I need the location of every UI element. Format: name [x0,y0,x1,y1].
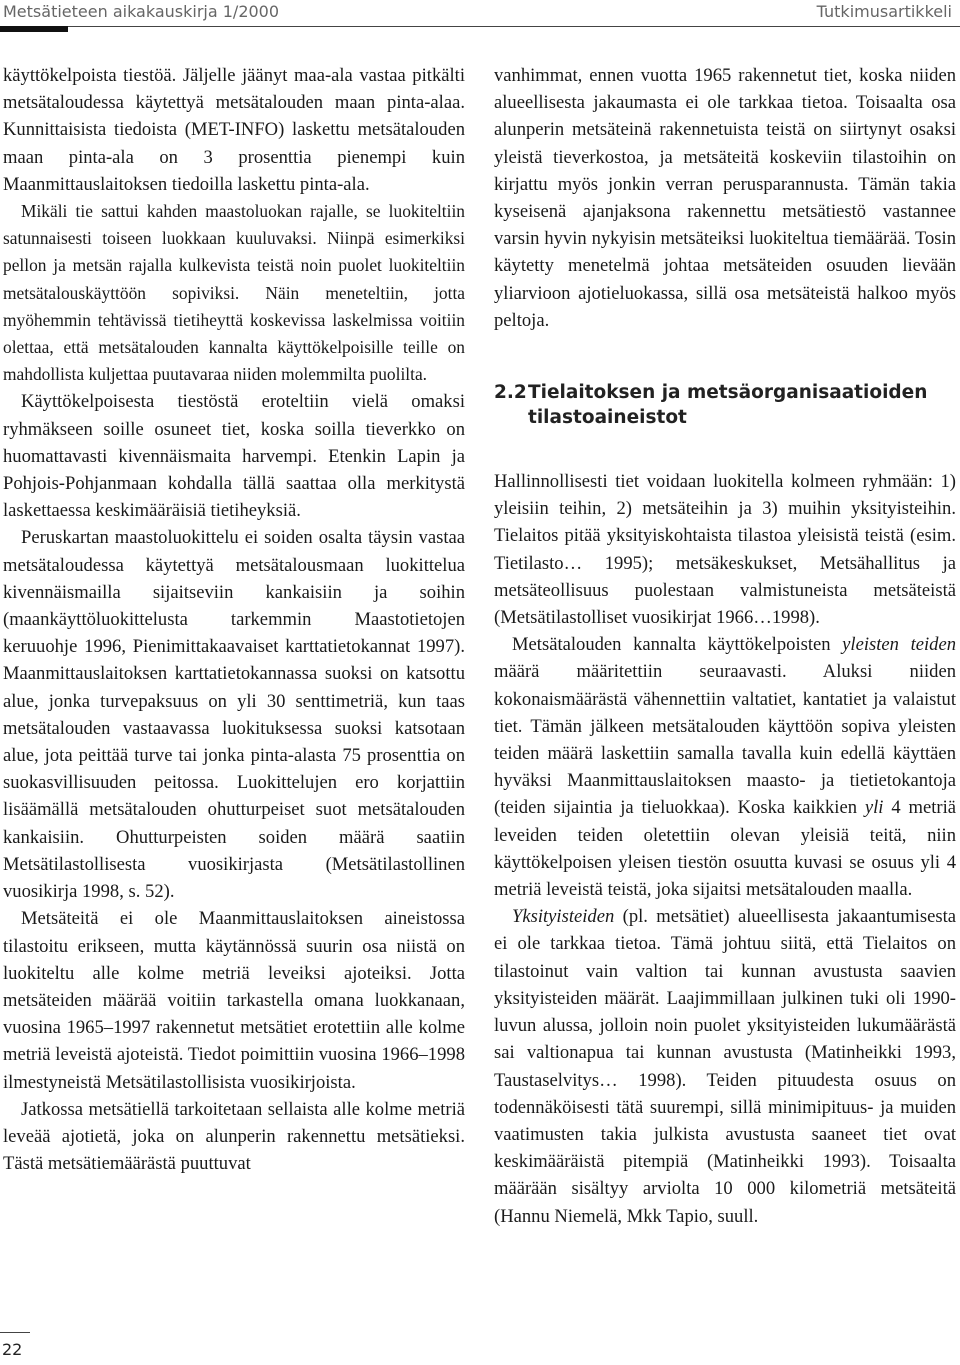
emphasis: yli [864,797,884,819]
right-column [494,62,956,1230]
emphasis: Yksityisteiden [512,906,615,928]
text-run: määrä määritettiin seuraavasti. Aluksi niiden kokonaismäärästä vähennettiin valtatiet, kantatiet ja valaistut tiet. Tämän jälkeen metsätalouden käyttöön sopiva yleisten teiden määrä laskettiin samalla tavalla kuin edellä käyttäen hyväksi Maanmittauslaitoksen maasto- ja tietietokantoja (teiden sijaintia ja tieluokkaa). Koska kaikkien [494,661,956,819]
text-run: (pl. metsätiet) alueellisesta jakaantumisesta ei ole tarkkaa tietoa. Tämä johtuu siitä, että Tielaitos on tilastoinut vain valtion tai kunnan avustusta saavien yksityisteiden määrät. Laajimmillaan julkinen tuki oli 1990-luvun alussa, jolloin noin puolet yksityisteiden lukumäärästä sai valtionapua tai kunnan avustusta (Matinheikki 1993, Taustaselvitys… 1998). Teiden pituudesta osuus on todennäköisesti tätä suurempi, sillä minimipituus- ja muiden vaatimusten takia julkista avustusta saaneet tiet ovat keskimääräistä pitempiä (Matinheikki 1993). Toisaalta määrään sisältyy arviolta 10 000 kilometriä metsäteitä (Hannu Niemelä, Mkk Tapio, suull. [494,906,956,1227]
paragraph [494,903,956,1229]
page-number-rule [0,1332,30,1333]
text-run: 4 metriä leveiden teiden oletettiin olevan yleisiä teitä, niin käyttökelpoisen yleisen tiestön osuutta kuvasi se osuus yli 4 metriä leveistä teistä, joka sijaitsi metsätalouden maalla. [494,797,956,901]
paragraph: vanhimmat, ennen vuotta 1965 rakennetut tiet, koska niiden alueellisesta jakaumasta ei ole tarkkaa tietoa. Toisaalta osa alunperin metsäteinä rakennetuista teistä on siirtynyt osaksi yleistä tieverkostoa, ja metsäteitä koskeviin tilastoihin on kirjattu myös jonkin verran perusparannusta. Tämän takia kyseisenä ajanjaksona rakennettu metsätiestö vastannee varsin hyvin nykyisin metsäteiksi luokiteltua tiemäärää. Tosin käytetty menetelmä johtaa metsäteiden osuuden lievään yliarvioon ajotieluokassa, sillä osa metsäteistä halkoo myös peltoja. [494,65,956,331]
paragraph [494,631,956,903]
text-run: Metsätalouden kannalta käyttökelpoisten [512,634,843,656]
paragraph: Hallinnollisesti tiet voidaan luokitella kolmeen ryhmään: 1) yleisiin teihin, 2) metsäteihin ja 3) muihin yksityisteihin. Tielaitos pitää yksityiskohtaista tilastoa yleisistä teistä (esim. Tietilasto… 1995); metsäkeskukset, Metsähallitus ja metsäteollisuus puolestaan valmistuneista metsäteistä (Metsätilastolliset vuosikirjat 1966…1998). [494,471,956,629]
paragraph: Jatkossa metsätiellä tarkoitetaan sellaista alle kolme metriä leveää ajotietä, joka on alunperin rakennettu metsätieksi. Tästä metsätiemäärästä puuttuvat [3,1098,465,1175]
paragraph: Mikäli tie sattui kahden maastoluokan rajalle, se luokiteltiin satunnaisesti toiseen luokkaan kuuluvaksi. Niinpä esimerkiksi pellon ja metsän rajalla kulkevista teistä noin puolet luokiteltiin metsätalouskäyttöön sopiviksi. Näin meneteltiin, jotta myöhemmin tehtävissä tietiheyttä koskevissa laskelmissa voitiin olettaa, että metsätalouden kannalta käyttökelpoisille teille on mahdollista kuljettaa puutavaraa niiden molemmilta puolilta. [3,201,465,385]
article-category: Tutkimusartikkeli [816,2,952,21]
journal-title: Metsätieteen aikakauskirja 1/2000 [3,2,280,21]
page-number: 22 [2,1340,23,1359]
header-rule [0,26,960,27]
paragraph: käyttökelpoista tiestöä. Jäljelle jäänyt maa-ala vastaa pitkälti metsätaloudessa käytettyä metsätalouden maan pinta-alaa. Kunnittaisista tiedoista (MET-INFO) laskettu metsätalouden maan pinta-ala on 3 prosenttia pienempi kuin Maanmittauslaitoksen tiedoilla laskettu pinta-ala. [3,65,465,195]
paragraph: Käyttökelpoisesta tiestöstä eroteltiin vielä omaksi ryhmäkseen soille osuneet tiet, koska soilla tieverkko on huomattavasti kivennäismaita harvempi. Etenkin Lapin ja Pohjois-Pohjanmaan kohdalla tällä saattaa olla merkitystä laskettaessa keskimääräisiä tietiheyksiä. [3,391,465,522]
paragraph: Peruskartan maastoluokittelu ei soiden osalta täysin vastaa metsätaloudessa käytettyä metsätalousmaan luokittelua kivennäismailla sijaitseviin kankaisiin ja soihin (maankäyttöluokittelusta tarkemmin Maastotietojen keruuohje 1996, Pienimittakaavaiset karttatietokannat 1997). Maanmittauslaitoksen karttatietokannassa suoksi on katsottu alue, jonka turvepaksuus on yli 30 senttimetriä, kun taas metsätalouden vastaavassa luokituksessa suoksi katsotaan alue, jota peittää turve tai jonka pinta-alasta 75 prosenttia on suokasvillisuuden peitossa. Luokittelujen ero korjattiin lisäämällä metsätalouden ohutturpeiset suot metsätalouden kankaisiin. Ohutturpeisten soiden määrä saatiin Metsätilastollisesta vuosikirjasta (Metsätilastollinen vuosikirja 1998, s. 52). [3,527,465,903]
page-header [0,0,960,34]
emphasis: yleisten teiden [842,634,956,656]
section-heading [494,380,956,430]
section-number: 2.2 [494,382,527,404]
section-title: Tielaitoksen ja metsäorganisaatioiden tilastoaineistot [528,382,928,429]
paragraph: Metsäteitä ei ole Maanmittauslaitoksen aineistossa tilastoitu erikseen, mutta käytännössä suurin osa niistä on luokiteltu alle kolme metriä leveiksi ajoteiksi. Jotta metsäteiden määrää voitiin tarkastella omana luokkanaan, vuosina 1965–1997 rakennetut metsätiet erotettiin alle kolme metriä leveistä ajoteistä. Tiedot poimittiin vuosina 1966–1998 ilmestyneistä Metsätilastollisista vuosikirjoista. [3,908,465,1093]
header-block-mark [0,26,68,32]
left-column [3,62,465,1177]
